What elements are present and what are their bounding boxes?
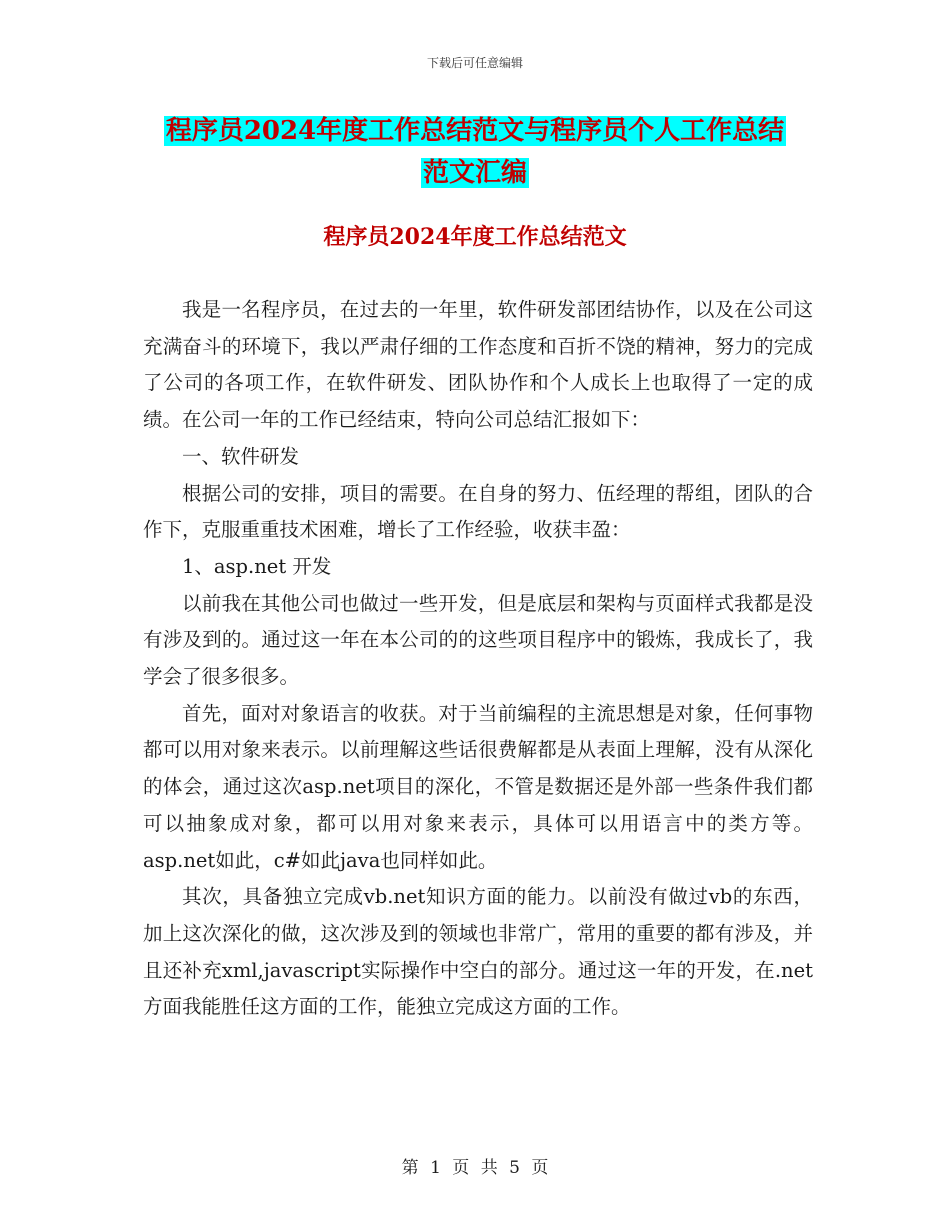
document-title: [140, 110, 810, 194]
paragraph-oop: 首先，面对对象语言的收获。对于当前编程的主流思想是对象，任何事物都可以用对象来表示。以前理解这些话很费解都是从表面上理解，没有从深化的体会，通过这次asp.net项目的深化，不管是数据还是外部一些条件我们都可以抽象成对象，都可以用对象来表示，具体可以用语言中的类方等。asp.net如此，c#如此java也同样如此。: [143, 701, 813, 872]
paragraph-intro: 我是一名程序员，在过去的一年里，软件研发部团结协作，以及在公司这充满奋斗的环境下，我以严肃仔细的工作态度和百折不饶的精神，努力的完成了公司的各项工作，在软件研发、团队协作和个人成长上也取得了一定的成绩。在公司一年的工作已经结束，特向公司总结汇报如下：: [143, 298, 813, 432]
document-body: [143, 292, 813, 1026]
header-note: 下载后可任意编辑: [426, 56, 523, 70]
document-title-line-1: 程序员2024年度工作总结范文与程序员个人工作总结: [165, 116, 785, 146]
heading-aspnet: 1、asp.net 开发: [182, 554, 332, 578]
paragraph-arrangement: 根据公司的安排，项目的需要。在自身的努力、伍经理的帮组，团队的合作下，克服重重技术困难，增长了工作经验，收获丰盈：: [143, 481, 813, 542]
paragraph-previous-experience: 以前我在其他公司也做过一些开发，但是底层和架构与页面样式我都是没有涉及到的。通过这一年在本公司的的这些项目程序中的锻炼，我成长了，我学会了很多很多。: [143, 591, 813, 689]
paragraph-vbnet: 其次，具备独立完成vb.net知识方面的能力。以前没有做过vb的东西，加上这次深化的做，这次涉及到的领域也非常广，常用的重要的都有涉及，并且还补充xml,javascript实际操作中空白的部分。通过这一年的开发，在.net 方面我能胜任这方面的工作，能独立完成这方面的工作。: [143, 885, 813, 1019]
page-footer: 第 1 页 共 5 页: [401, 1158, 549, 1178]
document-title-line-2: 范文汇编: [422, 158, 527, 188]
section-title: 程序员2024年度工作总结范文: [323, 224, 627, 250]
heading-software-rd: 一、软件研发: [182, 444, 300, 468]
